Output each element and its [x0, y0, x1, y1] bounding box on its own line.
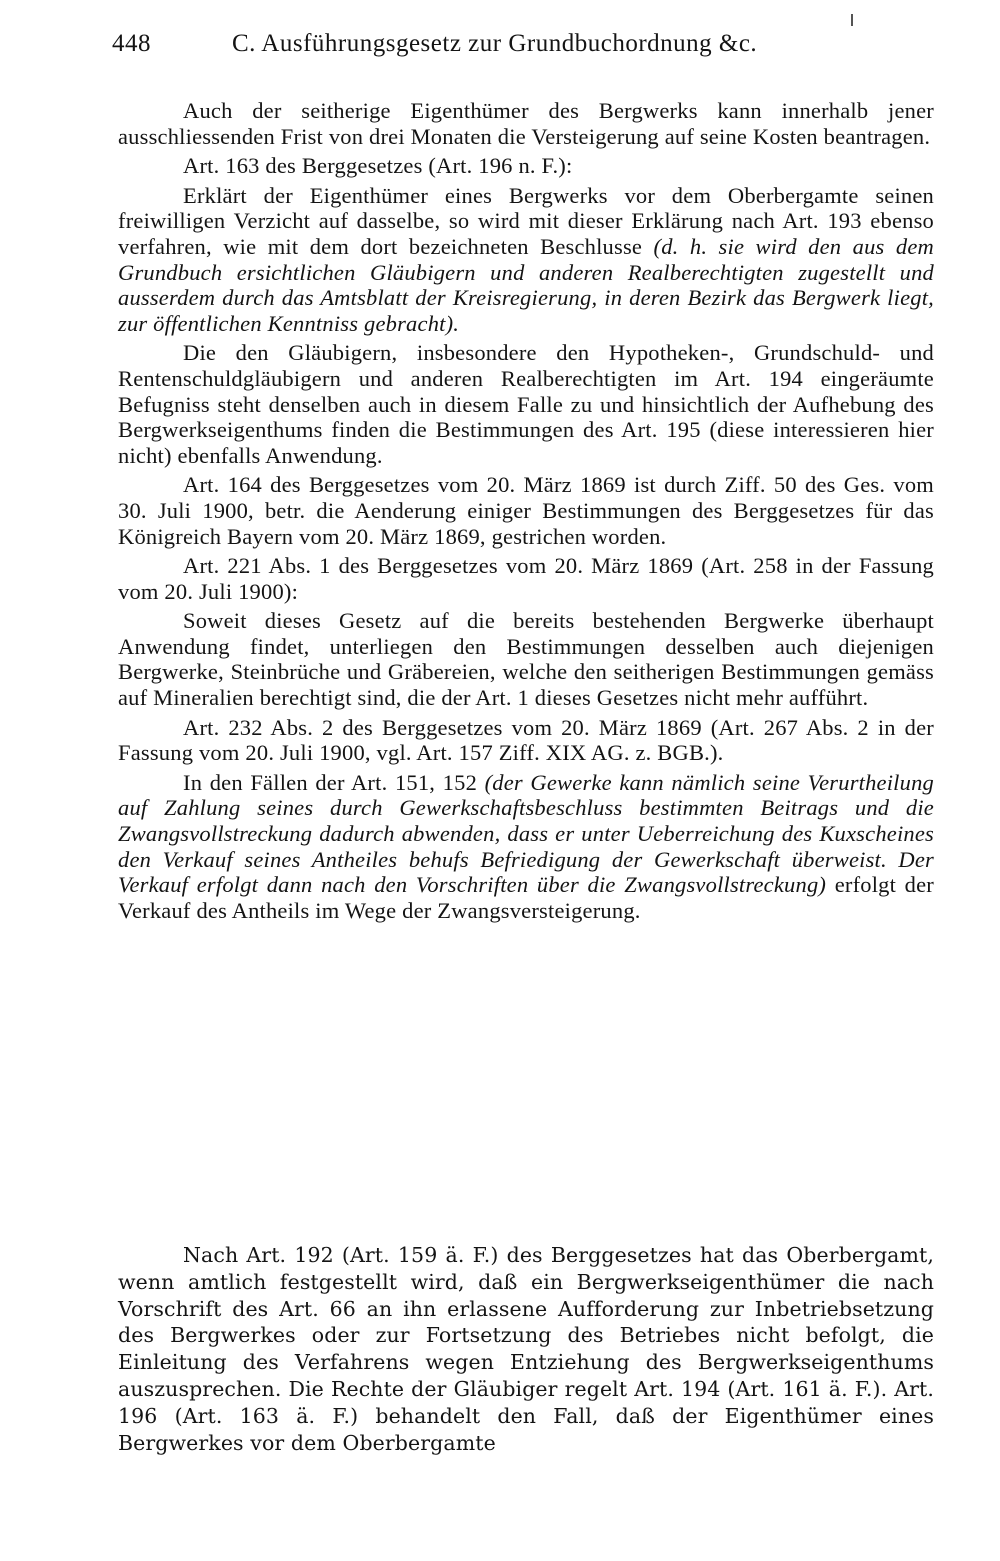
- fraktur-text: [118, 1242, 934, 1456]
- running-header: [112, 30, 932, 70]
- paragraph-8: Art. 232 Abs. 2 des Berggesetzes vom 20. März 1869 (Art. 267 Abs. 2 in der Fassung vom 20. Juli 1900, vgl. Art. 157 Ziff. XIX AG. z. BGB.).: [118, 714, 934, 766]
- paragraph-2: Art. 163 des Berggesetzes (Art. 196 n. F.):: [183, 153, 573, 179]
- paragraph-6: Art. 221 Abs. 1 des Berggesetzes vom 20. März 1869 (Art. 258 in der Fassung vom 20. Juli 1900):: [118, 553, 934, 604]
- margin-mark: [851, 14, 853, 26]
- italic-note: (d. h. sie wird den aus dem Grundbuch ersichtlichen Gläubigern und anderen Realberechtigten zugestellt und ausserdem durch das Amtsblatt der Kreisregierung, in deren Bezirk das Bergwerk liegt, zur öffentlichen Kenntniss gebracht).: [118, 233, 934, 336]
- paragraph-1: Auch der seitherige Eigenthümer des Bergwerks kann innerhalb jener ausschliessenden Frist von drei Monaten die Versteigerung auf seine Kosten beantragen.: [118, 98, 934, 149]
- fraktur-paragraph: Nach Art. 192 (Art. 159 ä. F.) des Berggesetzes hat das Oberbergamt, wenn amtlich festgestellt wird, daß ein Bergwerkseigenthümer die nach Vorschrift des Art. 66 an ihn erlassene Aufforderung zur Inbetriebsetzung des Bergwerkes oder zur Fortsetzung des Betriebes nicht befolgt, die Einleitung des Verfahrens wegen Entziehung des Bergwerkseigenthums auszusprechen. Die Rechte der Gläubiger regelt Art. 194 (Art. 161 ä. F.). Art. 196 (Art. 163 ä. F.) behandelt den Fall, daß der Eigenthümer eines Bergwerkes vor dem Oberbergamte: [118, 1243, 934, 1455]
- paragraph-5: Art. 164 des Berggesetzes vom 20. März 1869 ist durch Ziff. 50 des Ges. vom 30. Juli 1900, betr. die Aenderung einiger Bestimmungen des Berggesetzes für das Königreich Bayern vom 20. März 1869, gestrichen worden.: [118, 472, 934, 549]
- running-title: C. Ausführungsgesetz zur Grundbuchordnung &c.: [232, 30, 758, 57]
- main-text: [118, 98, 934, 923]
- paragraph-9: In den Fällen der Art. 151, 152 (der Gewerke kann nämlich seine Verurtheilung auf Zahlung seines durch Gewerkschaftsbeschluss bestimmten Beitrags und die Zwangsvollstreckung dadurch abwenden, dass er unter Ueberreichung des Kuxscheines den Verkauf seines Antheiles behufs Befriedigung der Gewerkschaft überweist. Der Verkauf erfolgt dann nach den Vorschriften über die Zwangsvollstreckung) erfolgt der Verkauf des Antheils im Wege der Zwangsversteigerung.: [118, 769, 934, 923]
- italic-note: (der Gewerke kann nämlich seine Verurtheilung auf Zahlung seines durch Gewerkschaftsbeschluss bestimmten Beitrags und die Zwangsvollstreckung dadurch abwenden, dass er unter Ueberreichung des Kuxscheines den Verkauf seines Antheiles behufs Befriedigung der Gewerkschaft überweist. Der Verkauf erfolgt dann nach den Vorschriften über die Zwangsvollstreckung): [118, 769, 934, 898]
- paragraph-3: Erklärt der Eigenthümer eines Bergwerks vor dem Oberbergamte seinen freiwilligen Verzicht auf dasselbe, so wird mit dieser Erklärung nach Art. 193 ebenso verfahren, wie mit dem dort bezeichneten Beschlusse (d. h. sie wird den aus dem Grundbuch ersichtlichen Gläubigern und anderen Realberechtigten zugestellt und ausserdem durch das Amtsblatt der Kreisregierung, in deren Bezirk das Bergwerk liegt, zur öffentlichen Kenntniss gebracht).: [118, 182, 934, 336]
- paragraph-4: Die den Gläubigern, insbesondere den Hypotheken-, Grundschuld- und Rentenschuldgläubigern und anderen Realberechtigten im Art. 194 eingeräumte Befugniss steht denselben auch in diesem Falle zu und hinsichtlich der Aufhebung des Bergwerkseigenthums finden die Bestimmungen des Art. 195 (diese interessieren hier nicht) ebenfalls Anwendung.: [118, 340, 934, 468]
- paragraph-7: Soweit dieses Gesetz auf die bereits bestehenden Bergwerke überhaupt Anwendung findet, unterliegen den Bestimmungen desselben auch diejenigen Bergwerke, Steinbrüche und Gräbereien, welche den seitherigen Bestimmungen gemäss auf Mineralien berechtigt sind, die der Art. 1 dieses Gesetzes nicht mehr aufführt.: [118, 608, 934, 711]
- page-number: 448: [112, 30, 151, 57]
